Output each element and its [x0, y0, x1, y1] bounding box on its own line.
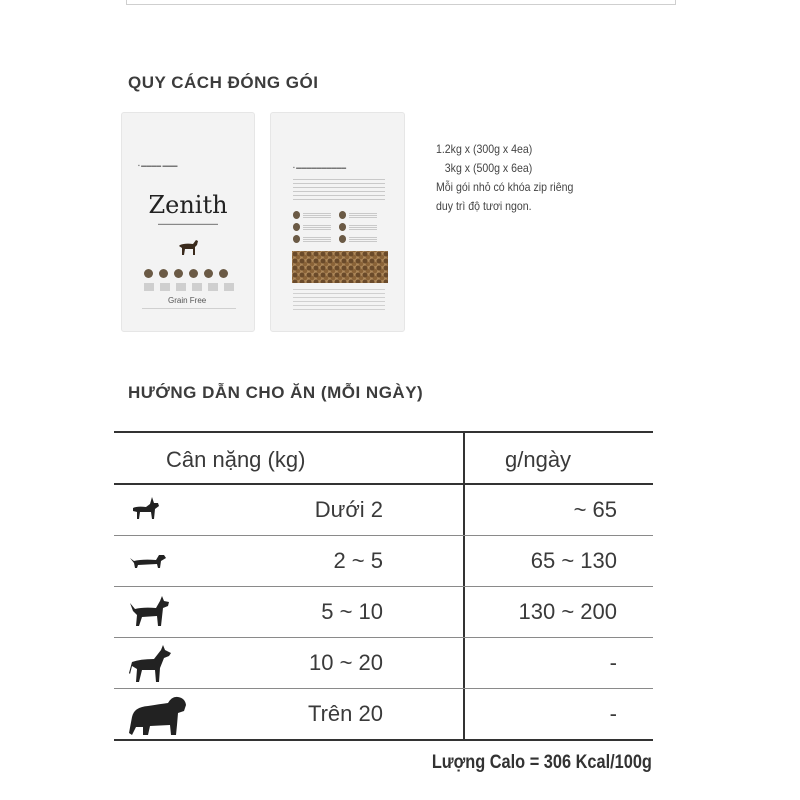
weight-header: Cân nặng (kg)	[166, 447, 306, 472]
weight-value: Trên 20	[307, 701, 383, 726]
grams-value: ~ 65	[573, 497, 617, 522]
packaging-title: QUY CÁCH ĐÓNG GÓI	[128, 73, 319, 92]
grams-header: g/ngày	[505, 447, 572, 472]
table-header-row	[114, 433, 653, 485]
packaging-spec	[436, 140, 573, 216]
weight-value: 5 ~ 10	[321, 599, 383, 624]
kibble-photo	[292, 251, 388, 283]
package-back-image	[270, 112, 405, 332]
table-row	[114, 587, 653, 638]
note-line-2: duy trì độ tươi ngon.	[436, 199, 532, 213]
note-line-1: Mỗi gói nhỏ có khóa zip riêng	[436, 180, 574, 194]
calorie-info: Lượng Calo = 306 Kcal/100g	[431, 752, 652, 773]
package-back-brand: ▪ ▬▬▬▬▬▬▬▬▬▬	[293, 165, 347, 171]
small-dog-icon	[128, 491, 164, 527]
weight-value: Dưới 2	[314, 497, 383, 522]
feeding-title: HƯỚNG DẪN CHO ĂN (MỖI NGÀY)	[128, 383, 424, 402]
package-divider	[142, 308, 236, 309]
package-back-footer	[293, 289, 385, 313]
ingredient-icons	[144, 269, 228, 278]
package-subtitle: ▬▬▬▬▬▬▬▬▬▬▬▬▬▬▬	[158, 221, 218, 226]
table-row	[114, 638, 653, 689]
zenith-logo: Zenith	[148, 191, 228, 219]
medium-dog-icon	[128, 593, 172, 631]
dachshund-icon	[128, 542, 168, 578]
package-front-image	[121, 112, 255, 332]
table-row	[114, 485, 653, 536]
grain-free-label: Grain Free	[168, 296, 207, 305]
weight-value: 10 ~ 20	[308, 650, 383, 675]
grams-value: 130 ~ 200	[518, 599, 617, 624]
package-back-text	[293, 179, 385, 201]
grams-value: 65 ~ 130	[530, 548, 617, 573]
ingredient-labels	[144, 283, 236, 291]
table-row	[114, 536, 653, 587]
top-frame	[126, 0, 676, 5]
grams-value: -	[609, 650, 617, 675]
spec-line-1: 1.2kg x (300g x 4ea)	[436, 142, 533, 156]
giant-dog-icon	[128, 695, 188, 737]
feeding-table	[114, 431, 653, 741]
grams-value: -	[609, 701, 617, 726]
dog-icon	[177, 237, 201, 257]
table-row	[114, 689, 653, 739]
package-brand-mark: ▪ ▬▬▬▬ ▬▬▬	[138, 163, 178, 169]
weight-value: 2 ~ 5	[333, 548, 383, 573]
package-back-features	[293, 211, 385, 247]
spec-line-2: 3kg x (500g x 6ea)	[444, 161, 533, 175]
large-dog-icon	[128, 644, 172, 684]
